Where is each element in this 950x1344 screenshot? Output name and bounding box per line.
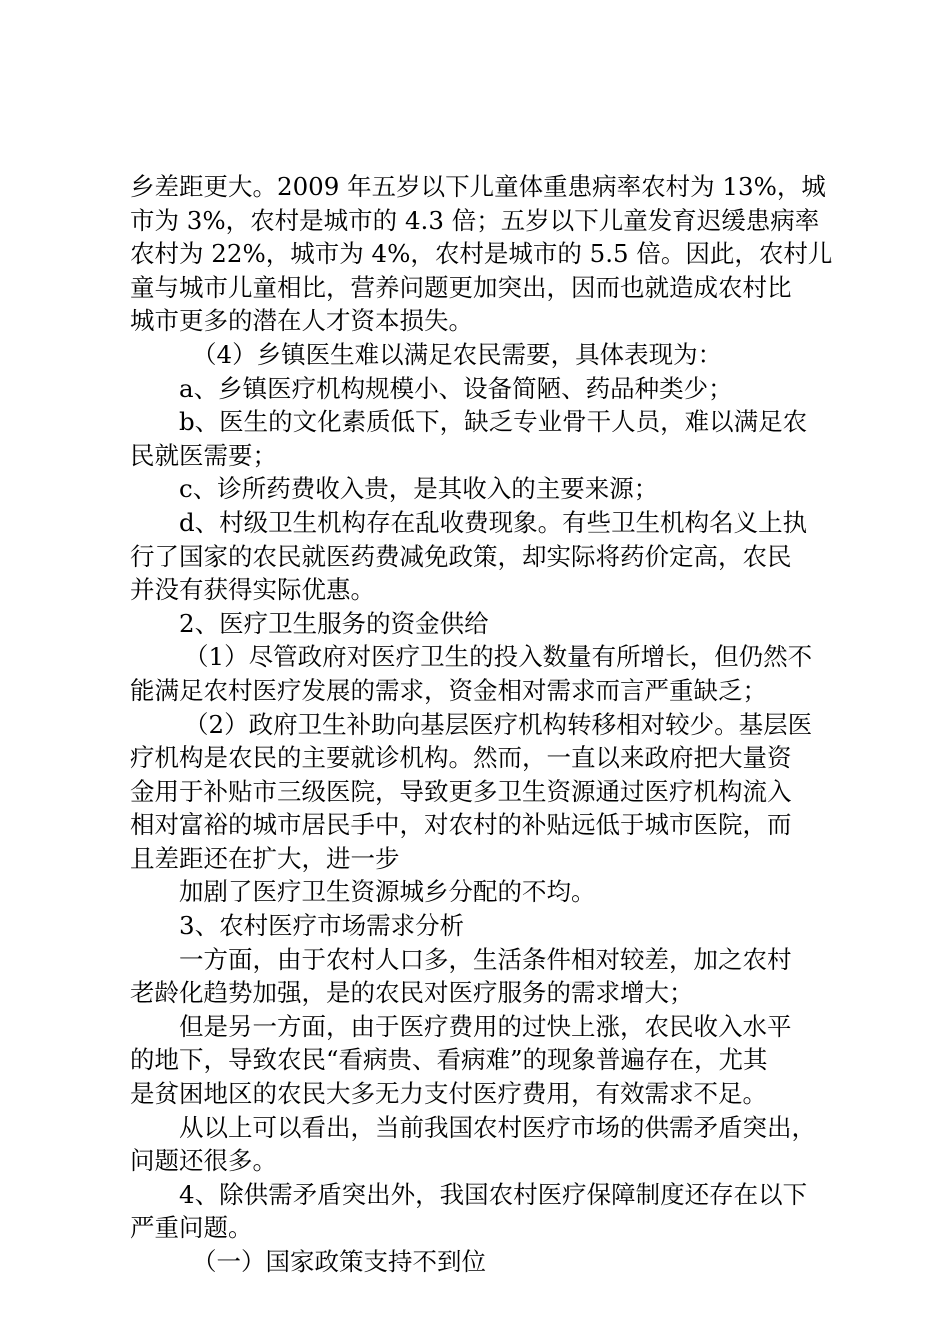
document-body [130, 170, 833, 1279]
text-line: 问题还很多。 [130, 1146, 277, 1176]
text-line: 严重问题。 [130, 1213, 253, 1243]
text-line: 是贫困地区的农民大多无力支付医疗费用，有效需求不足。 [130, 1079, 767, 1109]
text-line: 行了国家的农民就医药费减免政策，却实际将药价定高，农民 [130, 541, 792, 571]
text-line: （2）政府卫生补助向基层医疗机构转移相对较少。基层医 [184, 709, 813, 739]
text-line: 从以上可以看出，当前我国农村医疗市场的供需矛盾突出， [179, 1112, 816, 1142]
text-line: 城市更多的潜在人才资本损失。 [130, 306, 473, 336]
text-line: 相对富裕的城市居民手中，对农村的补贴远低于城市医院，而 [130, 810, 792, 840]
text-line: 民就医需要； [130, 440, 277, 470]
text-line: （4）乡镇医生难以满足农民需要，具体表现为： [192, 339, 723, 369]
text-line: 老龄化趋势加强，是的农民对医疗服务的需求增大； [130, 978, 694, 1008]
text-line: a、乡镇医疗机构规模小、设备简陋、药品种类少； [179, 373, 733, 403]
text-line: （1）尽管政府对医疗卫生的投入数量有所增长，但仍然不 [184, 642, 813, 672]
text-line: 金用于补贴市三级医院，导致更多卫生资源通过医疗机构流入 [130, 776, 792, 806]
text-line: 能满足农村医疗发展的需求，资金相对需求而言严重缺乏； [130, 675, 767, 705]
text-line: 一方面，由于农村人口多，生活条件相对较差，加之农村 [179, 944, 792, 974]
text-line: 的地下，导致农民“看病贵、看病难”的现象普遍存在，尤其 [130, 1045, 768, 1075]
text-line: 疗机构是农民的主要就诊机构。然而，一直以来政府把大量资 [130, 743, 792, 773]
text-line: 但是另一方面，由于医疗费用的过快上涨，农民收入水平 [179, 1011, 792, 1041]
text-line: 且差距还在扩大，进一步 [130, 843, 400, 873]
text-line: c、诊所药费收入贵，是其收入的主要来源； [179, 474, 659, 504]
text-line: 农村为 22%，城市为 4%，农村是城市的 5.5 倍。因此，农村儿 [130, 239, 833, 269]
text-line: 市为 3%，农村是城市的 4.3 倍；五岁以下儿童发育迟缓患病率 [130, 205, 820, 235]
text-line: 童与城市儿童相比，营养问题更加突出，因而也就造成农村比 [130, 272, 792, 302]
text-line: b、医生的文化素质低下，缺乏专业骨干人员，难以满足农 [179, 407, 808, 437]
section-heading: 4、除供需矛盾突出外，我国农村医疗保障制度还存在以下 [179, 1179, 808, 1209]
text-line: 并没有获得实际优惠。 [130, 575, 375, 605]
text-line: 乡差距更大。2009 年五岁以下儿童体重患病率农村为 13%，城 [130, 172, 826, 201]
section-heading: 2、医疗卫生服务的资金供给 [179, 608, 489, 638]
text-line: d、村级卫生机构存在乱收费现象。有些卫生机构名义上执 [179, 507, 808, 537]
text-line: 加剧了医疗卫生资源城乡分配的不均。 [179, 877, 596, 907]
section-heading: （一）国家政策支持不到位 [192, 1247, 486, 1276]
section-heading: 3、农村医疗市场需求分析 [179, 911, 465, 941]
